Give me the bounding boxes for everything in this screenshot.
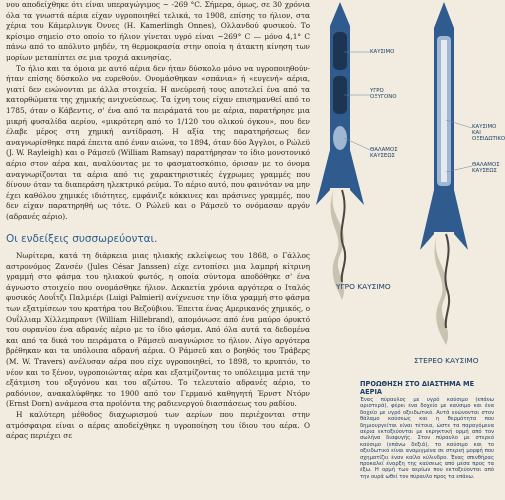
title-solid-fuel: ΣΤΕΡΕΟ ΚΑΥΣΙΜΟ — [414, 356, 479, 365]
liquid-fuel-rocket — [316, 2, 364, 300]
caption-title: ΠΡΟΩΘΗΣΗ ΣΤΟ ΔΙΑΣΤΗΜΑ ΜΕ ΑΕΡΙΑ — [360, 380, 475, 396]
label-liquid-oxygen: ΥΓΡΟ ΟΞΥΓΟΝΟ — [370, 88, 397, 101]
solid-rocket-fin-left — [420, 190, 434, 250]
rocket-figure — [306, 0, 505, 380]
section-paragraph-2: Η καλύτερη μέθοδος διαχωρισμού των αερίων που περιέχονται στην ατμόσφαιρα είναι ο αέρας αποδείχθηκε η υγροποίηση του ίδιου του αέρα. Ο αέρας περιέχει σε — [6, 409, 310, 441]
caption-body: Ένας πύραυλος με υγρό καύσιμο (επάνω αριστερά), φέρει ένα δοχείο με καύσιμο και ένα δοχείο με υγρό οξειδωτικό. Αυτά ενώνονται στον θάλαμο καύσεως και η θερμότητα που δημιουργείται είναι τέτοια, ώστε τα παραγόμενα αέρια εκτοξεύονται με εκρηκτική ορμή από τον σωλήνα διαφυγής. Στον πύραυλο με στερεό καύσιμο (επάνω δεξιά), το καύσιμο και το οξειδωτικό είναι αναμιγμένα σε στερεή μορφή που σχηματίζει έναν κοίλο κύλινδρο. Ένας σπινθήρας προκαλεί έναρξη της καύσεως από μέσα προς τα έξω. Η ορμή των αερίων που εκτοξεύονται από την ουρά ωθεί τον πύραυλο προς τα επάνω. — [360, 397, 494, 480]
article-column — [6, 0, 310, 442]
label-fuel: ΚΑΥΣΙΜΟ — [370, 49, 395, 55]
solid-exhaust-swirl — [445, 234, 449, 328]
section-paragraph-1: Νωρίτερα, κατά τη διάρκεια μιας ηλιακής εκλείψεως του 1868, ο Γάλλος αστρονόμος Ζανσέν (Jules César Janssen) είχε εντοπίσει μια λαμπρή κίτρινη γραμμή στο φάσμα του ηλιακού φωτός, η οποία σύντομα αποδόθηκε σ' ένα άγνωστο στοιχείο που ονομάσθηκε ήλιον. Δεκαετία χρόνια αργότερα ο Ιταλός φυσικός Λουΐτζι Παλμιέρι (Luigi Palmieri) ανίχνευσε την ίδια γραμμή στο φάσμα των εξατμίσεων του κρατήρα του Βεζούβιου. Έπειτα ένας Αμερικανός χημικός, ο Ουΐλλιαμ Χίλλεμπραντ (William Hillebrand), απομόνωσε από ένα μαύρο όρυκτό του ουρανίου ένα αδρανές αέριο με το ίδιο φάσμα. Από όλα αυτά τα δεδομένα και από τα δικά του πειράματα ο Ράμσεϋ αναγνώρισε το ήλιον. Λίγο αργότερα βρέθηκαν και τα υπόλοιπα αδρανή αέρια. Ο Ράμσεϋ και ο βοηθός του Τράβερς (M. W. Travers) ανέλυσαν αέρα που είχε υγροποιηθεί, το 1898, το κρυπτόν, το νέον και το ξένον, υγροποιώντας αέρα και εξατμίζοντας το υπόλειμμα μετά την εξάτμιση του οξυγόνου και του αζώτου. Το τελευταίο αδρανές αέριο, το ραδόνιον, ανακαλύφθηκε το 1900 από τον Γερμανό καθηγητή Έρνστ Ντόρν (Ernst Dorn) ανάμεσα στα προϊόντα της ραδιενεργού διασπάσεως του ραδίου. — [6, 251, 310, 409]
title-liquid-fuel: ΥΓΡΟ ΚΑΥΣΙΜΟ — [336, 282, 391, 291]
label-combustion-chamber-left: ΘΑΛΑΜΟΣ ΚΑΥΣΕΩΣ — [370, 147, 398, 160]
figure-caption — [360, 380, 494, 480]
intro-paragraph-2: Το ήλιο και τα όμοια με αυτό αέρια δεν ήταν δύσκολο μόνο να υγροποιηθούν· ήταν επίσης δύσκολο να ευρεθούν. Ονομάσθηκαν «σπάνια» ή «ευγενή» αέρια, γιατί δεν ενώνονται με άλλα στοιχεία. Η ανεύρεσή τους αποτελεί ένα από τα κατορθώματα της χημικής ανιχνεύσεως. Τα ίχνη τους είχαν επισημανθεί από το 1785, όταν ο Κάβεντις, σ' ένα από τα πειράματά του με αέρια, παρατήρησε μια μικρή φυσαλίδα αερίου, «μικρότερη από το 1/120 του ολικού όγκου», που δεν έλαβε μέρος στη χημική αντίδραση. Η αξία της παρατηρήσεως δεν αναγνωρίσθηκε παρά έπειτα από έναν αιώνα, το 1894, όταν δύο Άγγλοι, ο Ρώλεϋ (J. W. Rayleigh) και ο Ράμσεϋ (William Ramsay) παρατήρησαν το ίδιο μονοτονικό αέριο στον αέρα και, αναλύοντας με το φασματοσκόπιο, όρισαν με το όνομα αναγνωρίζονται τα αέρια από τις χαρακτηριστικές έγχρωμες γραμμές που δίνουν όταν τα διαπεράση ηλεκτρικό ρεύμα. Το αέριο αυτό, που φαινόταν να μην έχει καθόλου χημικές ιδιότητες, εμφάνιζε κόκκινες και πράσινες γραμμές, που δεν είχαν παρατηρηθή ως τότε. Ο Ρώλεϋ και ο Ράμσεϋ το ονόμασαν αργόν (αδρανές αέριο). — [6, 63, 310, 221]
liquid-rocket-fin-right — [350, 150, 364, 205]
intro-paragraph-1: νου αποδείχθηκε ότι είναι υπεραγώγιμος ~ -269 °C. Σήμερα, όμως, σε 30 χρόνια όλα τα γνωστά αέρια είχαν υγροποιηθεί τελικά, το 1908, επίσης το ήλιον, στα χέρια του Κάμερλινγκ Όννες (H. Kamerlingh Onnes), Ολλανδού φυσικού. Το κρίσιμο σημείο στο οποίο το ήλιον γίνεται υγρό είναι ~269° C — μόνο 4,1° C πάνω από το απόλυτο μηδέν, τη θερμοκρασία στην οποία η άτακτη κίνηση των μορίων μεταπίπτει σε μια τροχιά ακινησίας. — [6, 0, 310, 62]
fuel-tank — [333, 32, 347, 70]
liquid-combustion-chamber — [333, 126, 347, 150]
label-fuel-and-oxidizer: ΚΑΥΣΙΜΟ ΚΑΙ ΟΞΕΙΔΩΤΙΚΟ — [472, 124, 505, 143]
solid-rocket-fin-right — [454, 190, 468, 250]
propellant-core — [441, 40, 447, 182]
solid-fuel-rocket — [420, 2, 468, 345]
section-heading: Οι ενδείξεις συσσωρεύονται. — [6, 233, 158, 246]
label-combustion-chamber-right: ΘΑΛΑΜΟΣ ΚΑΥΣΕΩΣ — [472, 162, 500, 175]
liquid-rocket-fin-left — [316, 150, 330, 205]
rocket-diagram — [306, 0, 505, 380]
